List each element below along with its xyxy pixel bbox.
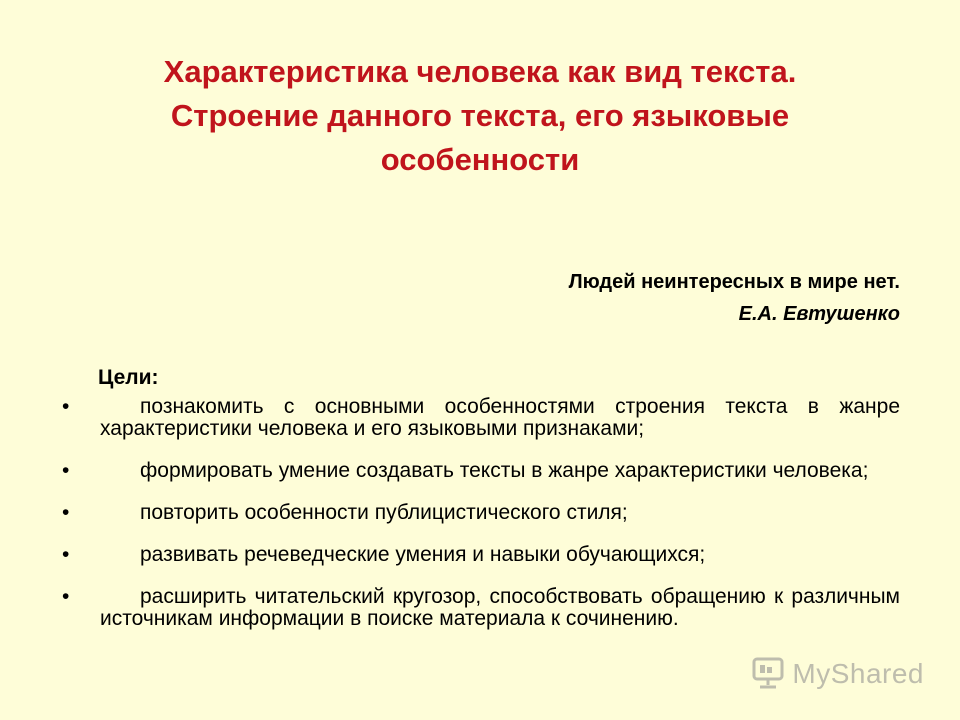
- epigraph: [569, 266, 900, 330]
- goal-item-4: [62, 544, 900, 566]
- title-line-2: Строение данного текста, его языковые: [170, 98, 790, 133]
- goal-text: развивать речеведческие умения и навыки обучающихся;: [140, 543, 706, 566]
- goal-text: повторить особенности публицистического стиля;: [140, 501, 628, 524]
- epigraph-quote: Людей неинтересных в мире нет.: [568, 271, 900, 293]
- title-line-3: особенности: [380, 142, 580, 177]
- goal-text: формировать умение создавать тексты в жанре характеристики человека;: [140, 459, 869, 482]
- slide-title: [60, 50, 900, 182]
- bullet-icon: •: [62, 501, 70, 524]
- presentation-board-icon: [750, 655, 786, 694]
- goal-text: познакомить с основными особенностями строения текста в жанре характеристики человека и его языковыми признаками;: [100, 395, 900, 440]
- watermark-text: MyShared: [792, 658, 924, 689]
- goal-item-5: [62, 586, 900, 630]
- bullet-icon: •: [62, 395, 70, 418]
- title-line-1: Характеристика человека как вид текста.: [163, 54, 797, 89]
- goal-text: расширить читательский кругозор, способствовать обращению к различным источникам информации в поиске материала к сочинению.: [100, 585, 900, 630]
- bullet-icon: •: [62, 459, 70, 482]
- goal-item-2: [62, 460, 900, 482]
- goal-item-3: [62, 502, 900, 524]
- goals-list: [62, 396, 900, 650]
- bullet-icon: •: [62, 543, 70, 566]
- goal-item-1: [62, 396, 900, 440]
- epigraph-author: Е.А. Евтушенко: [738, 303, 900, 325]
- goals-heading: Цели:: [98, 366, 159, 389]
- bullet-icon: •: [62, 585, 70, 608]
- myshared-watermark: [750, 654, 924, 694]
